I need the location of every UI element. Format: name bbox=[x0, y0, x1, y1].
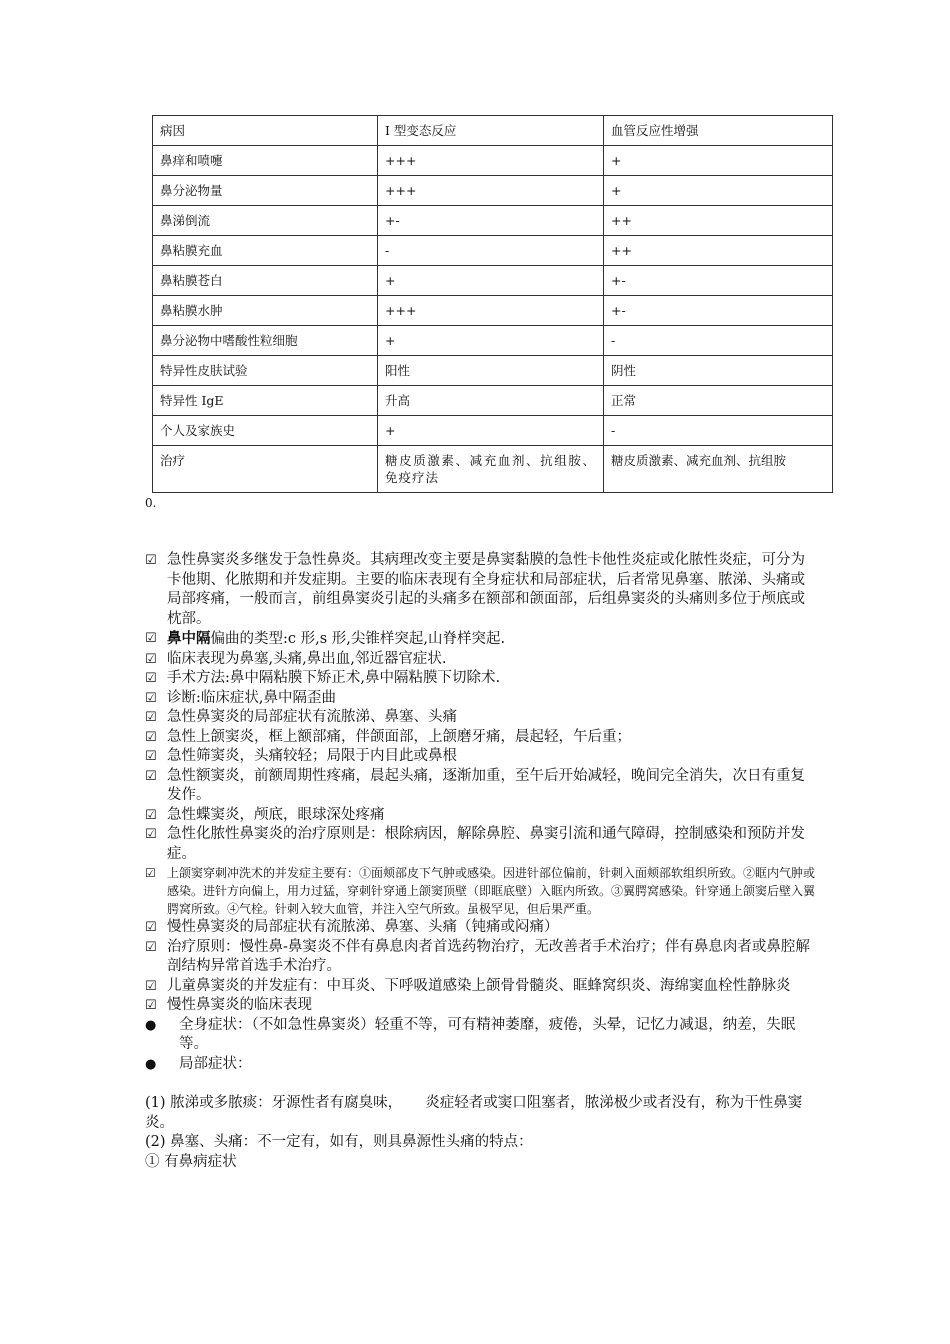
table-cell: +- bbox=[378, 206, 604, 236]
table-header-cell: 血管反应性增强 bbox=[604, 116, 833, 146]
table-cell: + bbox=[378, 326, 604, 356]
list-item bbox=[145, 938, 817, 977]
list-item-text: 急性额窦炎，前额周期性疼痛，晨起头痛，逐渐加重，至午后开始减轻，晚间完全消失，次日有重复发作。 bbox=[167, 767, 805, 803]
table-cell: +- bbox=[604, 296, 833, 326]
list-item bbox=[145, 629, 817, 650]
bold-term: 鼻中隔 bbox=[167, 630, 211, 647]
table-header-cell: I 型变态反应 bbox=[378, 116, 604, 146]
list-item-text: 急性鼻窦炎的局部症状有流脓涕、鼻塞、头痛 bbox=[167, 709, 457, 725]
table-cell: - bbox=[378, 236, 604, 266]
spacer bbox=[145, 1074, 817, 1094]
checkbox-icon: ☑ bbox=[145, 998, 157, 1013]
list-item-text: 儿童鼻窦炎的并发症有：中耳炎、下呼吸道感染上颌骨骨髓炎、眶蜂窝织炎、海绵窦血栓性静脉炎 bbox=[167, 977, 791, 994]
table-cell: 鼻涕倒流 bbox=[153, 206, 378, 236]
table-row bbox=[153, 416, 833, 446]
table-footnote: 0. bbox=[145, 496, 157, 510]
table-cell: - bbox=[604, 416, 833, 446]
list-item bbox=[145, 918, 817, 938]
checkbox-icon: ☑ bbox=[145, 978, 157, 994]
table-row bbox=[153, 386, 833, 416]
list-item bbox=[145, 747, 817, 767]
table-cell: 鼻分泌物量 bbox=[153, 176, 378, 206]
notes-list bbox=[145, 551, 817, 1172]
checkbox-icon: ☑ bbox=[145, 920, 157, 935]
table-cell: 治疗 bbox=[153, 446, 378, 493]
checkbox-icon: ☑ bbox=[145, 631, 157, 646]
checkbox-icon: ☑ bbox=[145, 710, 157, 725]
table-cell: 个人及家族史 bbox=[153, 416, 378, 446]
checkbox-icon: ☑ bbox=[145, 939, 157, 955]
list-item bbox=[145, 996, 817, 1016]
checkbox-icon: ☑ bbox=[145, 749, 157, 764]
paragraph: (1) 脓涕或多脓痰：牙源性者有腐臭味， 炎症轻者或窦口阻塞者，脓涕极少或者没有，称为干性鼻窦炎。 bbox=[145, 1095, 803, 1131]
list-item-text: 急性筛窦炎，头痛较轻；局限于内目此或鼻根 bbox=[167, 748, 457, 764]
checkbox-icon: ☑ bbox=[145, 553, 157, 568]
table-cell: 鼻痒和喷嚏 bbox=[153, 146, 378, 176]
list-item bbox=[145, 669, 817, 689]
table-cell: + bbox=[604, 146, 833, 176]
list-item bbox=[145, 689, 817, 709]
bullet-item-text: 全身症状：（不如急性鼻窦炎）轻重不等，可有精神萎靡，疲倦，头晕，记忆力减退，纳差，失眠等。 bbox=[179, 1016, 796, 1052]
checkbox-icon: ☑ bbox=[145, 729, 157, 745]
list-item bbox=[145, 825, 817, 864]
table-cell: + bbox=[378, 416, 604, 446]
checkbox-icon: ☑ bbox=[145, 827, 157, 842]
list-item-text bbox=[167, 629, 817, 650]
table-cell: 鼻分泌物中嗜酸性粒细胞 bbox=[153, 326, 378, 356]
list-item bbox=[145, 767, 817, 806]
list-item-text: 诊断:临床症状,鼻中隔歪曲 bbox=[167, 689, 336, 706]
table-header-cell: 病因 bbox=[153, 116, 378, 146]
table-cell: 鼻粘膜水肿 bbox=[153, 296, 378, 326]
list-item bbox=[145, 551, 817, 629]
list-item-text: 临床表现为鼻塞,头痛,鼻出血,邻近器官症状. bbox=[167, 650, 447, 667]
table-cell: 特异性 IgE bbox=[153, 386, 378, 416]
paragraph: ① 有鼻病症状 bbox=[145, 1153, 237, 1170]
list-item-text: 急性化脓性鼻窦炎的治疗原则是：根除病因，解除鼻腔、鼻窦引流和通气障碍，控制感染和预防并发症。 bbox=[167, 826, 805, 862]
list-item-text-rest: 偏曲的类型:c 形,s 形,尖锥样突起,山脊样突起. bbox=[210, 631, 506, 647]
table-cell: + bbox=[378, 266, 604, 296]
table-cell: + bbox=[604, 176, 833, 206]
checkbox-icon: ☑ bbox=[145, 768, 157, 784]
bullet-item-text: 局部症状： bbox=[179, 1055, 252, 1072]
bullet-icon: ● bbox=[145, 1056, 157, 1072]
table-cell: 鼻粘膜苍白 bbox=[153, 266, 378, 296]
list-item bbox=[145, 708, 817, 728]
table-cell: +- bbox=[604, 266, 833, 296]
table-row bbox=[153, 146, 833, 176]
table-row bbox=[153, 236, 833, 266]
table-row bbox=[153, 446, 833, 493]
table-cell: 鼻粘膜充血 bbox=[153, 236, 378, 266]
bullet-icon: ● bbox=[145, 1017, 157, 1033]
table-cell: +++ bbox=[378, 176, 604, 206]
list-item bbox=[145, 864, 817, 918]
table-cell: 糖皮质激素、减充血剂、抗组胺 bbox=[604, 446, 833, 493]
checkbox-icon: ☑ bbox=[145, 651, 157, 667]
list-item-text: 慢性鼻窦炎的临床表现 bbox=[167, 997, 312, 1013]
table-cell: +++ bbox=[378, 146, 604, 176]
table-row bbox=[153, 356, 833, 386]
checkbox-icon: ☑ bbox=[145, 671, 157, 686]
table-cell: ++ bbox=[604, 236, 833, 266]
table-cell: +++ bbox=[378, 296, 604, 326]
list-item bbox=[145, 977, 817, 997]
list-item-text: 慢性鼻窦炎的局部症状有流脓涕、鼻塞、头痛（钝痛或闷痛） bbox=[167, 919, 559, 935]
list-item-text: 急性蝶窦炎，颅底，眼球深处疼痛 bbox=[167, 806, 385, 823]
table-row bbox=[153, 176, 833, 206]
table-cell: 特异性皮肤试验 bbox=[153, 356, 378, 386]
list-item-text: 急性上颌窦炎，框上额部痛，伴颌面部，上颌磨牙痛，晨起轻，午后重； bbox=[167, 728, 631, 745]
table-cell: 阳性 bbox=[378, 356, 604, 386]
list-item-text: 急性鼻窦炎多继发于急性鼻炎。其病理改变主要是鼻窦黏膜的急性卡他性炎症或化脓性炎症，可分为卡他期、化脓期和并发症期。主要的临床表现有全身症状和局部症状，后者常见鼻塞、脓涕、头痛或局部疼痛，一般而言，前组鼻窦炎引起的头痛多在额部和颌面部，后组鼻窦炎的头痛则多位于颅底或枕部。 bbox=[167, 552, 805, 627]
list-item bbox=[145, 650, 817, 670]
table-header-row bbox=[153, 116, 833, 146]
table-row bbox=[153, 326, 833, 356]
table-cell: 正常 bbox=[604, 386, 833, 416]
table-row bbox=[153, 266, 833, 296]
comparison-table bbox=[152, 115, 833, 493]
table-cell: - bbox=[604, 326, 833, 356]
table-cell: 阴性 bbox=[604, 356, 833, 386]
bullet-item bbox=[145, 1055, 817, 1075]
list-item bbox=[145, 728, 817, 748]
list-item-text: 治疗原则：慢性鼻-鼻窦炎不伴有鼻息肉者首选药物治疗，无改善者手术治疗；伴有鼻息肉者或鼻腔解剖结构异常首选手术治疗。 bbox=[167, 938, 810, 974]
list-item-text: 手术方法:鼻中隔粘膜下矫正术,鼻中隔粘膜下切除术. bbox=[167, 670, 501, 686]
table-cell: 糖皮质激素、减充血剂、抗组胺、免疫疗法 bbox=[378, 446, 604, 493]
checkbox-icon: ☑ bbox=[145, 866, 156, 880]
table-cell: 升高 bbox=[378, 386, 604, 416]
paragraph: (2) 鼻塞、头痛：不一定有，如有，则具鼻源性头痛的特点： bbox=[145, 1134, 533, 1150]
checkbox-icon: ☑ bbox=[145, 807, 157, 823]
table-row bbox=[153, 296, 833, 326]
list-item bbox=[145, 806, 817, 826]
bullet-item bbox=[145, 1016, 817, 1055]
table-row bbox=[153, 206, 833, 236]
table-cell: ++ bbox=[604, 206, 833, 236]
list-item-text: 上颌窦穿刺冲洗术的并发症主要有：①面颊部皮下气肿或感染。因进针部位偏前，针刺入面颊部软组织所致。②眶内气肿或感染。进针方向偏上，用力过猛，穿刺针穿通上颌窦顶壁（即眶底壁）入眶内所致。③翼腭窝感染。针穿通上颌窦后壁入翼腭窝所致。④气栓。针刺入较大血管，并注入空气所致。虽极罕见，但后果严重。 bbox=[167, 866, 816, 916]
checkbox-icon: ☑ bbox=[145, 690, 157, 706]
